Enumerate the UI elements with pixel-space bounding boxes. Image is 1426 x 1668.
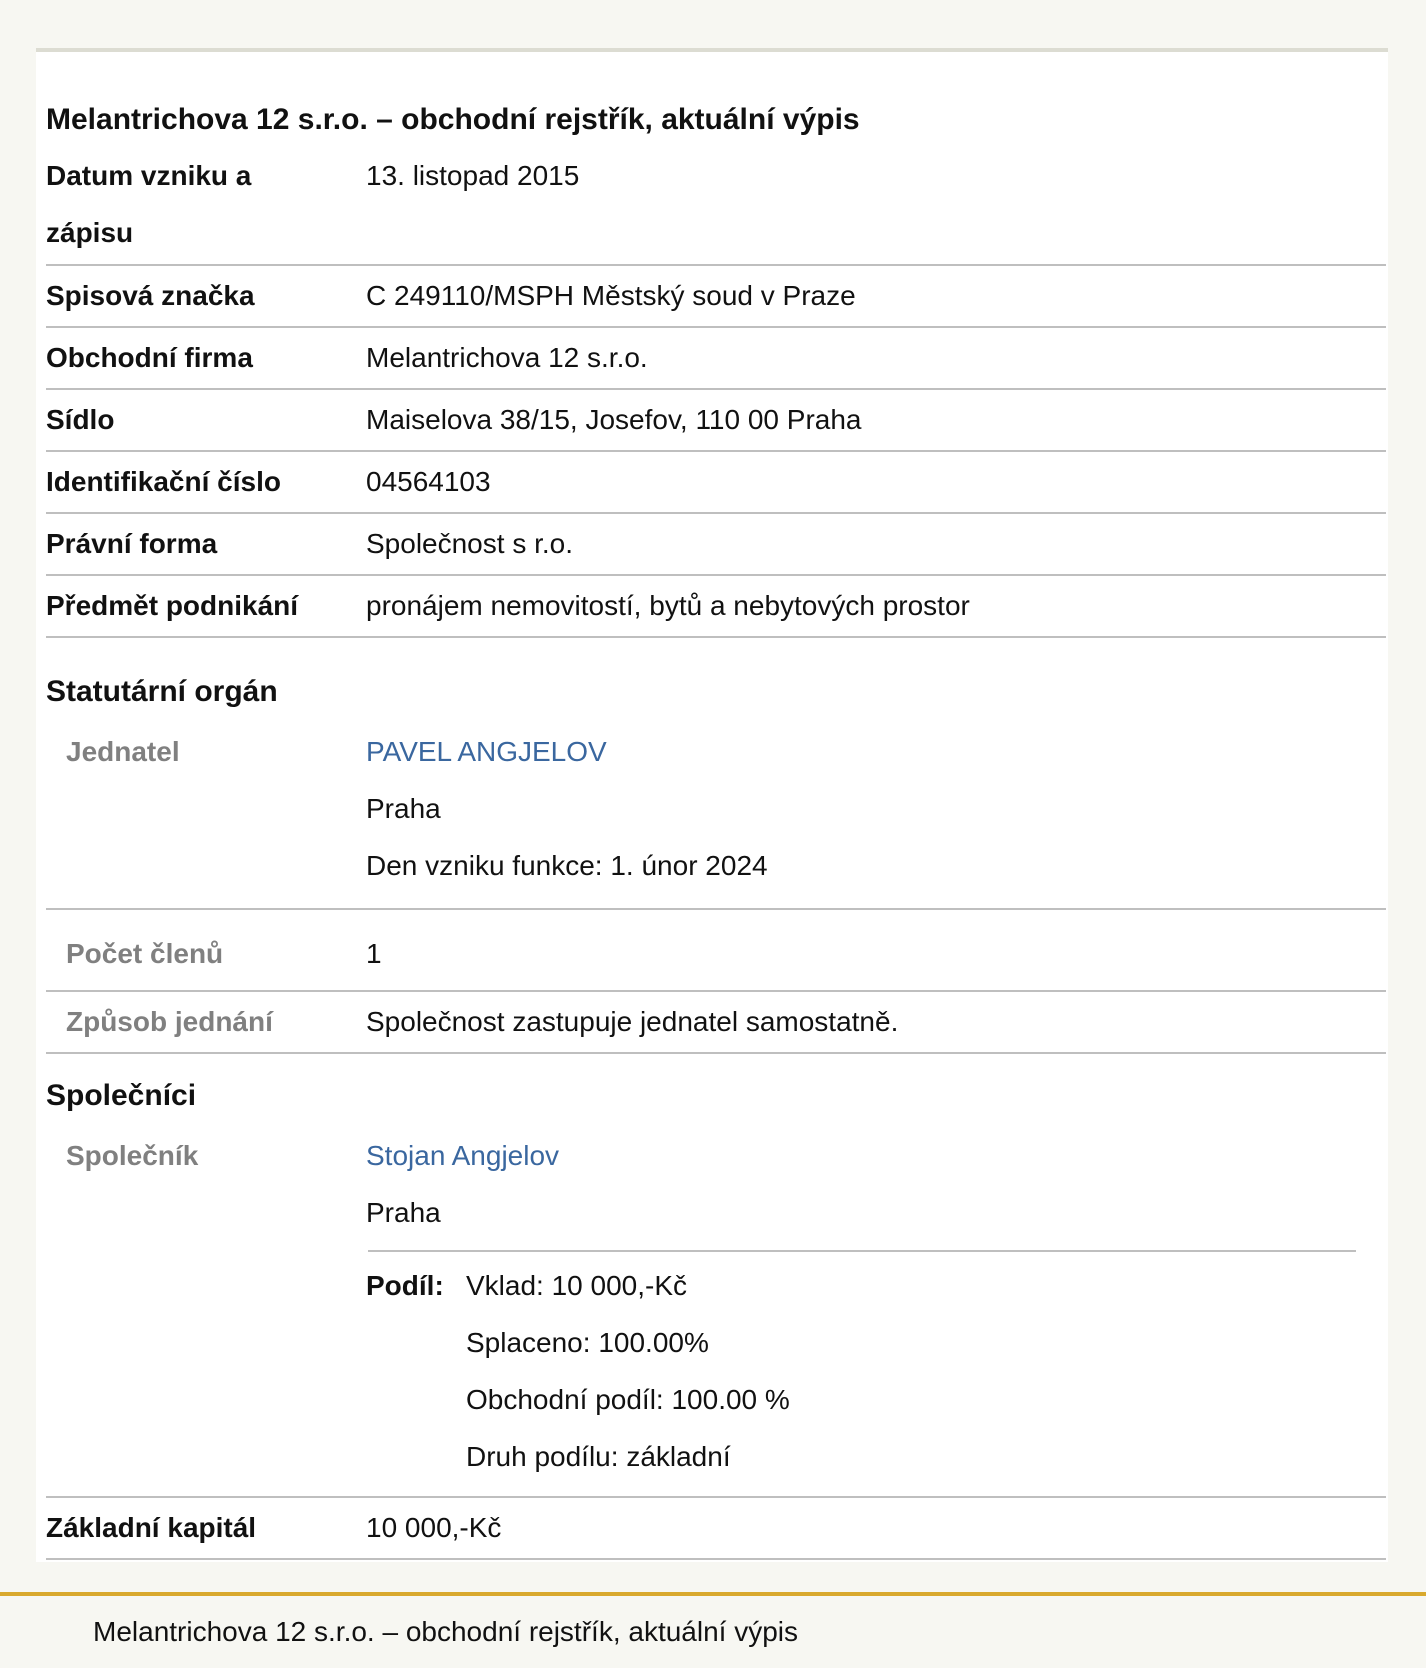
label-sidlo: Sídlo: [46, 404, 115, 435]
label-obchodni-firma: Obchodní firma: [46, 342, 253, 373]
value-predmet-podnikani: pronájem nemovitostí, bytů a nebytových prostor: [366, 590, 970, 621]
label-ico: Identifikační číslo: [46, 466, 281, 497]
label-spisova-znacka: Spisová značka: [46, 280, 255, 311]
value-spolecnik-city: Praha: [366, 1197, 441, 1228]
label-predmet-podnikani: Předmět podnikání: [46, 590, 299, 621]
value-obchodni-podil: Obchodní podíl: 100.00 %: [466, 1384, 790, 1415]
label-datum-vzniku-line1: Datum vzniku a: [46, 160, 252, 191]
value-datum-vzniku: 13. listopad 2015: [366, 160, 580, 191]
divider-podil: [368, 1250, 1356, 1252]
row-zpusob-jednani: [46, 992, 1386, 1054]
row-predmet-podnikani: [46, 576, 1386, 638]
footer-bar: [0, 1592, 1426, 1668]
value-zakladni-kapital: 10 000,-Kč: [366, 1512, 502, 1543]
row-ico: [46, 452, 1386, 514]
label-zakladni-kapital: Základní kapitál: [46, 1512, 257, 1543]
label-pocet-clenu: Počet členů: [66, 938, 224, 969]
value-spisova-znacka: C 249110/MSPH Městský soud v Praze: [366, 280, 856, 311]
footer-text: Melantrichova 12 s.r.o. – obchodní rejstřík, aktuální výpis: [93, 1616, 799, 1647]
value-pocet-clenu: 1: [366, 938, 382, 969]
value-vklad: Vklad: 10 000,-Kč: [466, 1270, 688, 1301]
row-zakladni-kapital: [46, 1498, 1386, 1560]
value-sidlo: Maiselova 38/15, Josefov, 110 00 Praha: [366, 404, 862, 435]
row-spolecnik: [46, 1126, 1386, 1498]
value-pravni-forma: Společnost s r.o.: [366, 528, 574, 559]
value-druh-podilu: Druh podílu: základní: [466, 1441, 731, 1472]
value-obchodni-firma: Melantrichova 12 s.r.o.: [366, 342, 648, 373]
row-datum-vzniku: [46, 146, 1386, 266]
section-statutarni-organ: Statutární orgán: [46, 675, 278, 708]
value-ico: 04564103: [366, 466, 491, 497]
row-sidlo: [46, 390, 1386, 452]
value-zpusob-jednani: Společnost zastupuje jednatel samostatně.: [366, 1006, 899, 1037]
link-spolecnik-name[interactable]: Stojan Angjelov: [366, 1140, 560, 1171]
register-extract-panel: [36, 48, 1388, 1562]
label-datum-vzniku-line2: zápisu: [46, 217, 134, 248]
section-spolecnici: Společníci: [46, 1079, 197, 1112]
row-jednatel: [46, 722, 1386, 910]
row-pravni-forma: [46, 514, 1386, 576]
link-jednatel-name[interactable]: PAVEL ANGJELOV: [366, 736, 607, 767]
page-title: Melantrichova 12 s.r.o. – obchodní rejstřík, aktuální výpis: [46, 103, 860, 136]
label-pravni-forma: Právní forma: [46, 528, 218, 559]
value-splaceno: Splaceno: 100.00%: [466, 1327, 709, 1358]
row-obchodni-firma: [46, 328, 1386, 390]
label-spolecnik: Společník: [66, 1140, 199, 1171]
row-spisova-znacka: [46, 266, 1386, 328]
value-jednatel-city: Praha: [366, 793, 441, 824]
row-pocet-clenu: [46, 910, 1386, 992]
value-jednatel-since: Den vzniku funkce: 1. únor 2024: [366, 850, 768, 881]
label-podil: Podíl:: [366, 1270, 444, 1301]
label-zpusob-jednani: Způsob jednání: [66, 1006, 273, 1037]
label-jednatel: Jednatel: [66, 736, 180, 767]
